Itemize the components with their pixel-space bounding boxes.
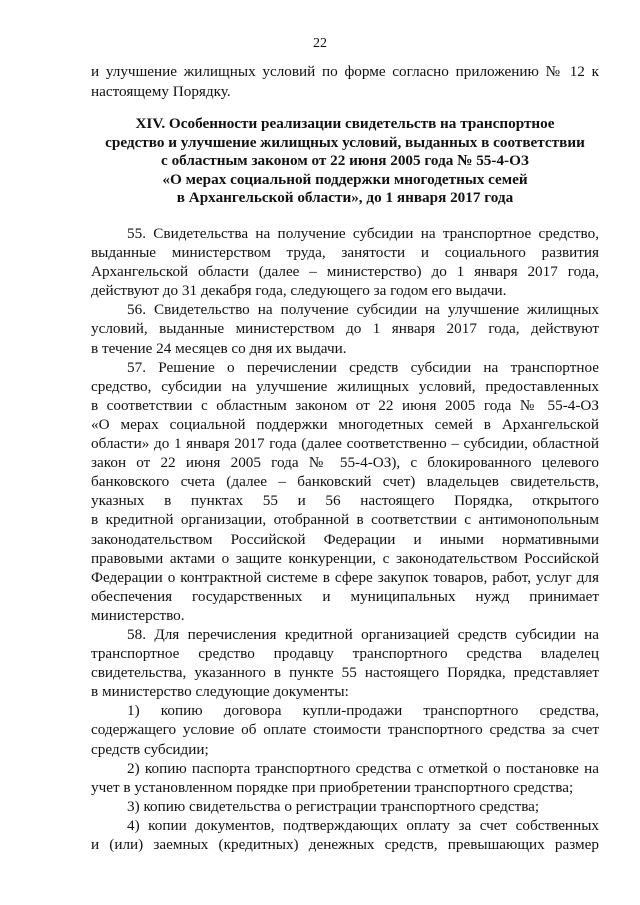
paragraph-line: средство, субсидии на улучшение жилищных условий, предоставленных [91, 377, 599, 395]
paragraph-line: 2) копию паспорта транспортного средства с отметкой о постановке на [127, 759, 599, 777]
paragraph-line: и (или) заемных (кредитных) денежных средств, превышающих размер [91, 836, 599, 853]
paragraph-line: условий, выданные министерством до 1 января 2017 года, действуют [91, 320, 599, 338]
paragraph-line: правовыми актами о защите конкуренции, с законодательством Российской [91, 549, 599, 567]
lead-paragraph [91, 62, 599, 101]
paragraph [91, 797, 599, 816]
paragraph-line: действуют до 31 декабря года, следующего за годом его выдачи. [91, 282, 507, 300]
paragraph-line: в министерство следующие документы: [91, 683, 349, 701]
paragraph [91, 759, 599, 797]
heading-line: XIV. Особенности реализации свидетельств на транспортное [135, 115, 555, 132]
paragraph-line: учет в установленном порядке при приобретении транспортного средства; [91, 778, 574, 796]
paragraph-line: законодательством Российской Федерации и иными нормативными [91, 530, 599, 548]
lead-line: к настоящему Порядку. [91, 63, 599, 100]
paragraph-line: в течение 24 месяцев со дня их выдачи. [91, 339, 347, 357]
paragraph-line: транспортное средство продавцу транспортного средства владелец [91, 645, 599, 663]
paragraph-line: 55. Свидетельства на получение субсидии на транспортное средство, [127, 225, 599, 242]
paragraph-line: министерство. [91, 606, 185, 624]
section-heading [91, 115, 599, 208]
paragraph [91, 701, 599, 758]
paragraph [91, 358, 599, 625]
paragraph-line: 1) копию договора купли-продажи транспортного средства, [127, 702, 599, 720]
paragraph-line: Федерации о контрактной системе в сфере закупок товаров, работ, услуг для [91, 568, 599, 586]
paragraph-line: содержащего условие об оплате стоимости транспортного средства за счет [91, 721, 599, 739]
heading-line: средство и улучшение жилищных условий, выданных в соответствии [105, 133, 585, 151]
paragraph-line: 57. Решение о перечислении средств субсидии на транспортное [127, 358, 599, 376]
heading-line: «О мерах социальной поддержки многодетных семей [162, 170, 528, 188]
heading-line: с областным законом от 22 июня 2005 года № 55-4-ОЗ [161, 152, 529, 169]
paragraph [91, 224, 599, 300]
paragraph [91, 816, 599, 854]
paragraph-line: обеспечения государственных и муниципальных нужд принимает [91, 587, 599, 605]
paragraph-line: средств субсидии; [91, 740, 209, 758]
paragraph-line: 58. Для перечисления кредитной организацией средств субсидии на [127, 625, 599, 643]
paragraph-line: банковского счета (далее – банковский счет) владельцев свидетельств, [91, 473, 599, 491]
paragraph-line: Архангельской области (далее – министерство) до 1 января 2017 года, [91, 263, 599, 281]
paragraph [91, 300, 599, 357]
document-body [91, 224, 599, 854]
paragraph-line: свидетельства, указанного в пункте 55 настоящего Порядка, представляет [91, 664, 599, 682]
paragraph [91, 625, 599, 701]
paragraph-line: в кредитной организации, отобранной в соответствии с антимонопольным [91, 511, 599, 529]
paragraph-line: области» до 1 января 2017 года (далее соответственно – субсидии, областной [91, 435, 599, 453]
paragraph-line: указных в пунктах 55 и 56 настоящего Порядка, открытого [91, 492, 599, 510]
lead-line: и улучшение жилищных условий по форме согласно приложению № 12 [91, 63, 585, 80]
paragraph-line: «О мерах социальной поддержки многодетных семей в Архангельской [91, 415, 599, 433]
paragraph-line: выданные министерством труда, занятости и социального развития [91, 244, 599, 262]
paragraph-line: 3) копию свидетельства о регистрации транспортного средства; [127, 797, 540, 815]
heading-line: в Архангельской области», до 1 января 2017 года [176, 189, 514, 206]
paragraph-line: в соответствии с областным законом от 22 июня 2005 года № 55-4-ОЗ [91, 396, 599, 414]
paragraph-line: 4) копии документов, подтверждающих оплату за счет собственных [127, 816, 599, 834]
page-number: 22 [313, 36, 327, 51]
paragraph-line: закон от 22 июня 2005 года № 55-4-ОЗ), с блокированного целевого [91, 454, 599, 472]
paragraph-line: 56. Свидетельство на получение субсидии на улучшение жилищных [127, 301, 599, 319]
